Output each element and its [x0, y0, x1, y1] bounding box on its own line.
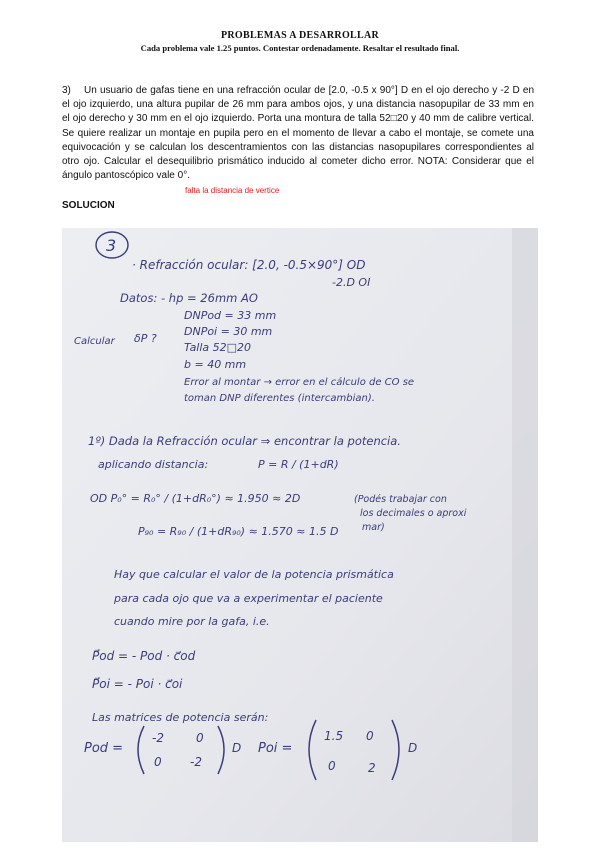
page-title: PROBLEMAS A DESARROLLAR — [220, 30, 380, 41]
hw-hay2: para cada ojo que va a experimentar el paciente — [114, 592, 383, 605]
hw-unit-oi: D — [408, 741, 418, 755]
problem-number: 3) — [62, 85, 71, 96]
hw-refraccion: · Refracción ocular: [2.0, -0.5×90°] OD — [132, 258, 366, 272]
hw-calcular: Calcular — [74, 336, 115, 347]
solution-heading: SOLUCION — [62, 200, 115, 211]
hw-m-oi-d: 2 — [368, 761, 376, 775]
hw-paso1b: aplicando distancia: — [98, 458, 209, 471]
hw-delta: δP ? — [134, 332, 157, 345]
hw-m-oi-label: Poi = — [258, 741, 293, 756]
hw-error2: toman DNP diferentes (intercambian). — [184, 393, 375, 404]
hw-formula-p: P = R / (1+dR) — [258, 458, 339, 471]
hw-datos: Datos: - hp = 26mm AO — [120, 291, 258, 305]
hw-nota1: (Podés trabajar con — [354, 494, 447, 505]
page-shadow — [512, 228, 538, 842]
hw-eq1: P⃗od = - Pod · c⃗od — [92, 649, 196, 663]
hw-b: b = 40 mm — [184, 358, 247, 371]
hw-m-od-label: Pod = — [84, 741, 124, 756]
hw-eq2: P⃗oi = - Poi · c⃗oi — [92, 677, 183, 691]
hw-circle-num: 3 — [106, 236, 117, 255]
page-subtitle: Cada problema vale 1.25 puntos. Contestar ordenadamente. Resaltar el resultado final. — [140, 43, 460, 53]
hw-hay1: Hay que calcular el valor de la potencia prismática — [114, 568, 394, 581]
hw-dnp-oi: DNPoi = 30 mm — [184, 325, 273, 338]
hw-unit-od: D — [232, 741, 242, 755]
hw-m-oi-a: 1.5 — [324, 729, 344, 743]
hw-m-oi-c: 0 — [328, 759, 336, 773]
hw-m-oi-b: 0 — [366, 729, 374, 743]
hw-nota3: mar) — [362, 522, 385, 533]
hw-od-line: OD P₀° = R₀° / (1+dR₀°) ≈ 1.950 ≈ 2D — [90, 492, 301, 505]
hw-dnp-od: DNPod = 33 mm — [184, 309, 277, 322]
hw-paso1: 1º) Dada la Refracción ocular ⇒ encontrar la potencia. — [88, 434, 401, 448]
red-annotation: falta la distancia de vertice — [185, 186, 280, 195]
hw-m-od-a: -2 — [152, 731, 164, 745]
hw-refraccion2: -2.D OI — [332, 276, 371, 289]
handwriting-canvas — [62, 228, 538, 842]
hw-talla: Talla 52□20 — [184, 341, 252, 354]
hw-m-od-b: 0 — [196, 731, 204, 745]
hw-matrices: Las matrices de potencia serán: — [92, 711, 269, 724]
handwritten-solution-photo — [62, 228, 538, 842]
problem-text: Un usuario de gafas tiene en una refracción ocular de [2.0, -0.5 x 90°] D en el ojo derecho y -2 D en el ojo izquierdo, una altura pupilar de 26 mm para ambos ojos, y una distancia nasopupilar de 33 mm en el ojo derecho y 30 mm en el ojo izquierdo. Porta una montura de talla 52□20 y 40 mm de calibre vertical. Se quiere realizar un montaje en pupila pero en el momento de llevar a cabo el montaje, se comete una equivocación y se calculan los descentramientos con las distancias nasopupilares correspondientes al otro ojo. Calcular el desequilibrio prismático inducido al cometer dicho error. NOTA: Considerar que el ángulo pantoscópico vale 0°. — [62, 85, 534, 182]
problem-statement — [62, 84, 534, 183]
hw-hay3: cuando mire por la gafa, i.e. — [114, 615, 270, 628]
hw-m-od-c: 0 — [154, 755, 162, 769]
hw-nota2: los decimales o aproxi — [360, 508, 467, 519]
hw-error1: Error al montar → error en el cálculo de CO se — [184, 377, 415, 388]
hw-m-od-d: -2 — [190, 755, 202, 769]
hw-p90-line: P₉₀ = R₉₀ / (1+dR₉₀) ≈ 1.570 ≈ 1.5 D — [138, 525, 339, 538]
